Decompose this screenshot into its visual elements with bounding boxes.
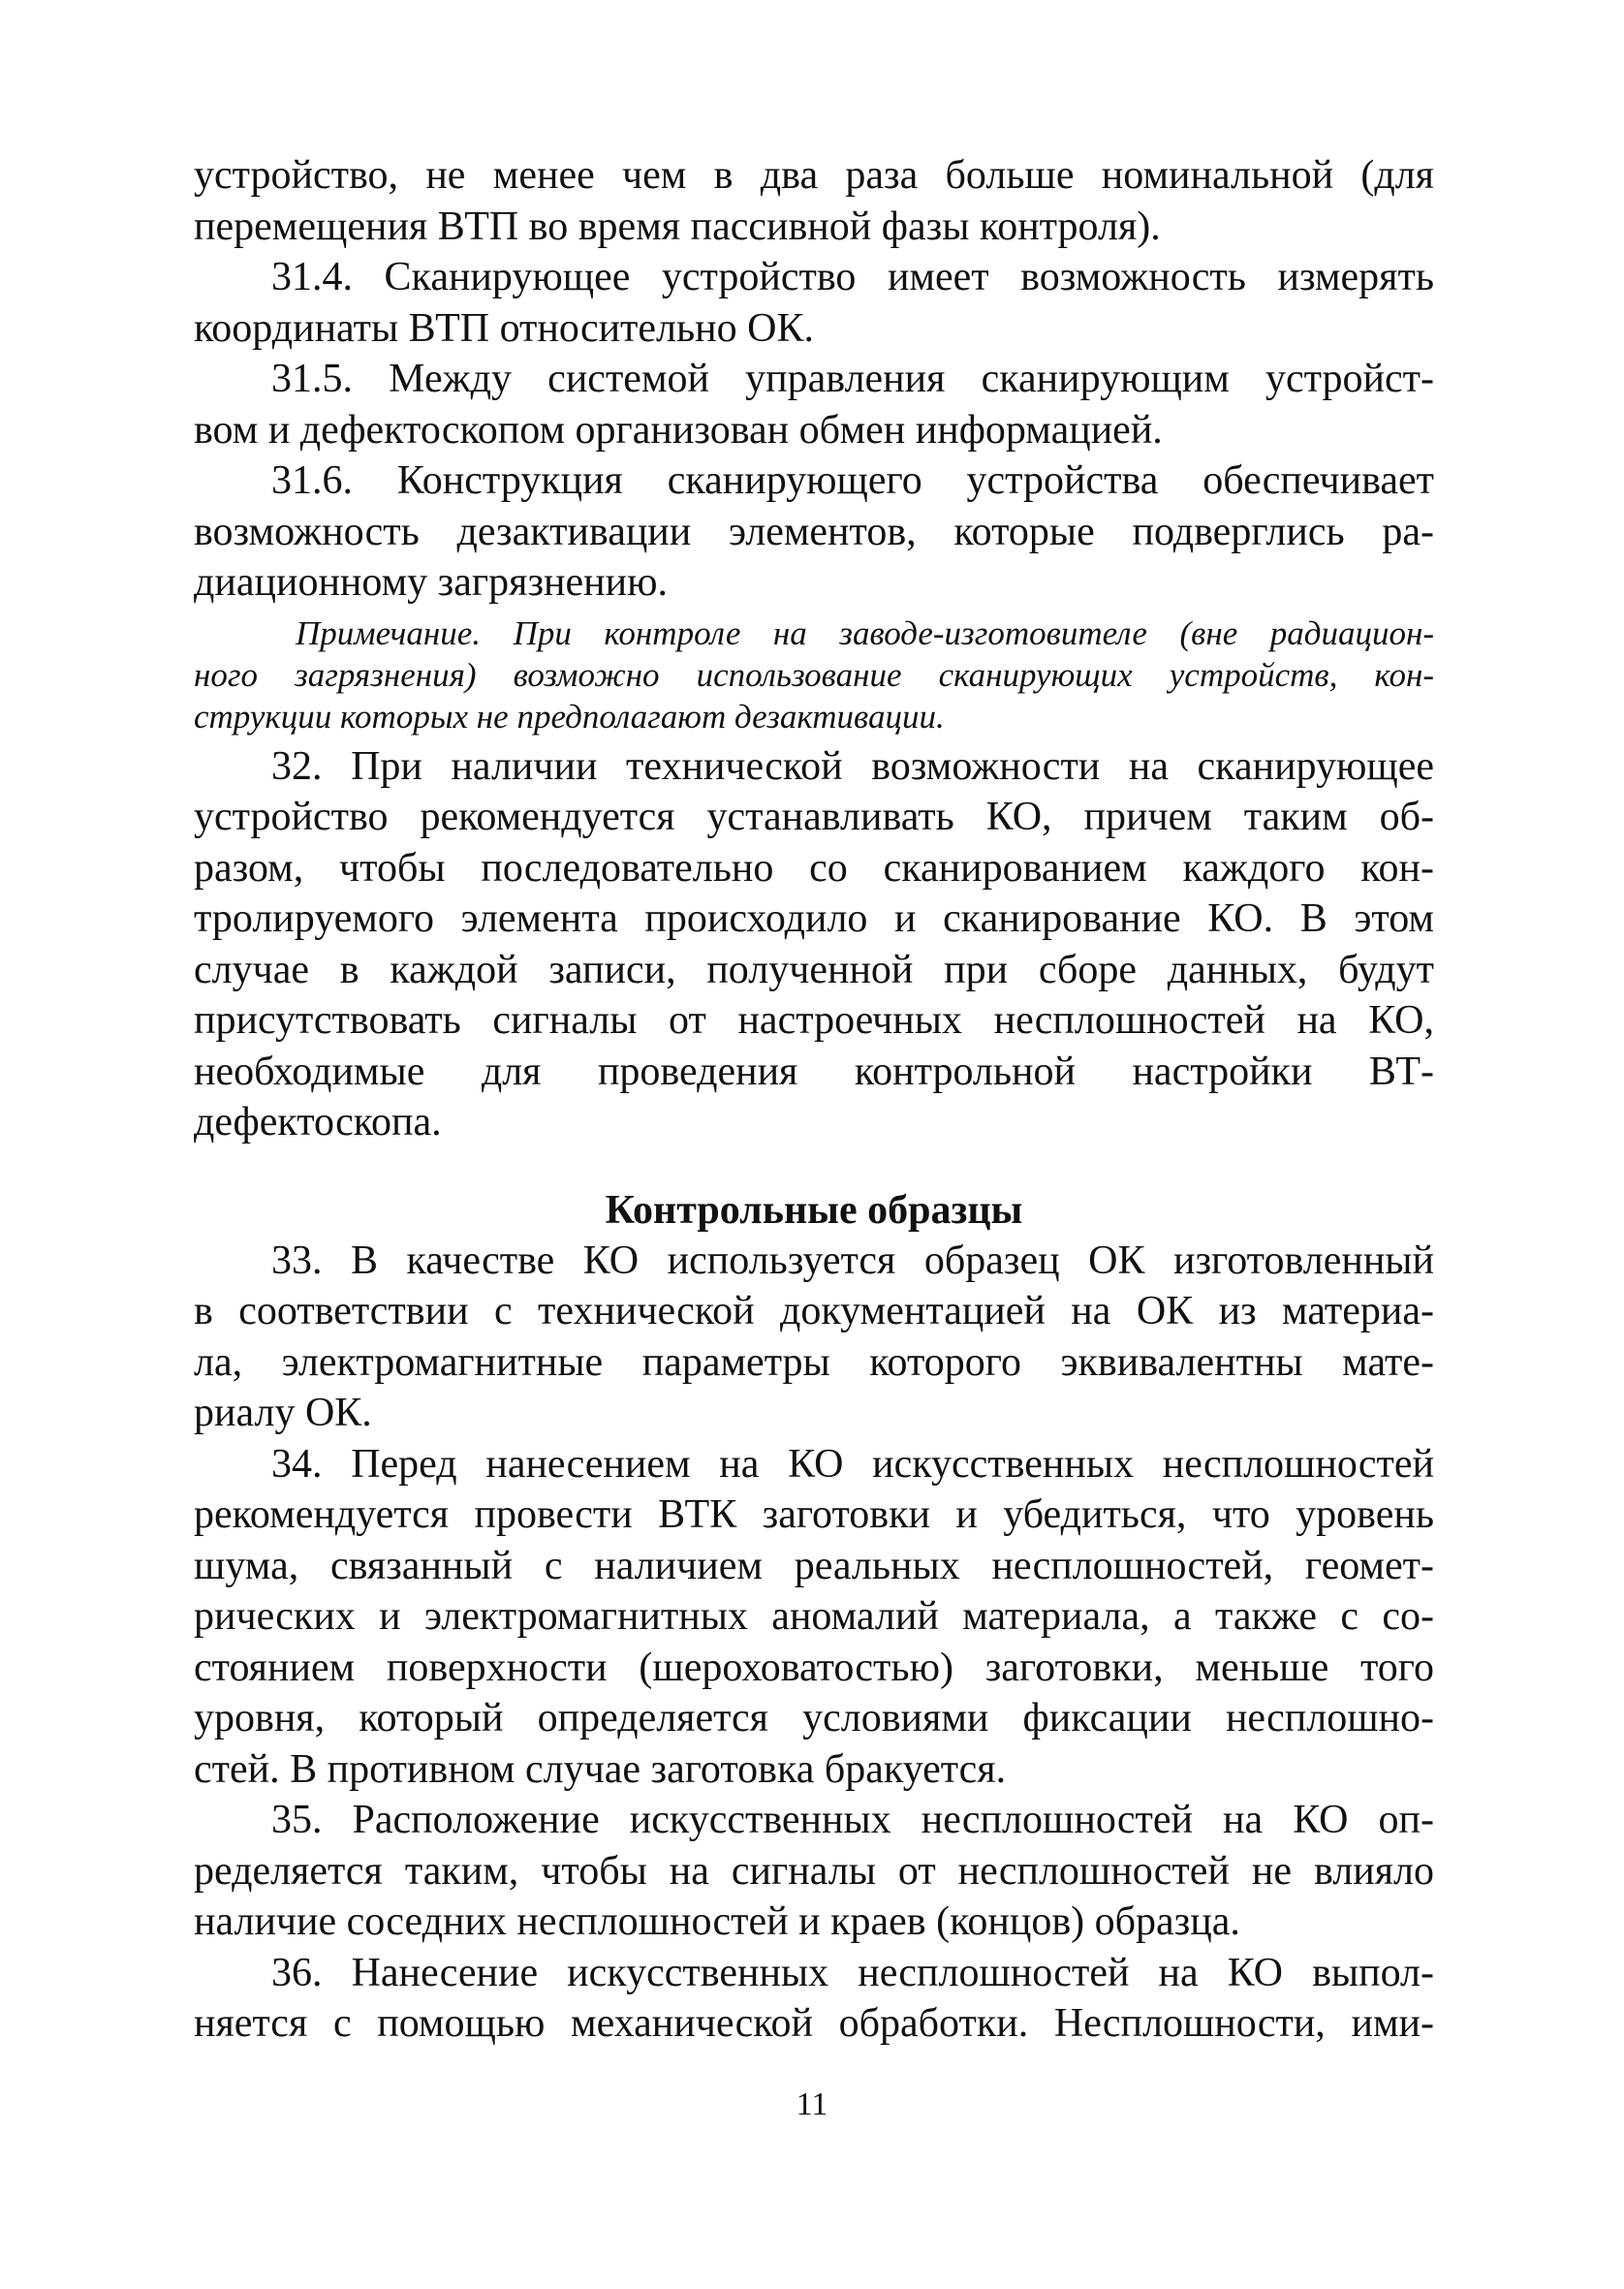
text-line: 31.6. Конструкция сканирующего устройства обеспечивает xyxy=(271,458,1434,503)
text-line: перемещения ВТП во время пассивной фазы контроля). xyxy=(194,204,1161,249)
text-line: 35. Расположение искусственных несплошностей на КО оп- xyxy=(271,1798,1434,1842)
text-line: ла, электромагнитные параметры которого эквивалентны мате- xyxy=(194,1339,1434,1385)
text-line: присутствовать сигналы от настроечных несплошностей на КО, xyxy=(194,998,1434,1043)
paragraph-35 xyxy=(194,1795,1434,1948)
page-number: 11 xyxy=(796,2086,828,2122)
text-line: 34. Перед нанесением на КО искусственных несплошностей xyxy=(271,1441,1434,1487)
note-line: струкции которых не предполагают дезактивации. xyxy=(194,697,945,736)
text-line: диационному загрязнению. xyxy=(194,560,668,605)
text-line: уровня, который определяется условиями фиксации несплошно- xyxy=(194,1696,1434,1740)
text-line: необходимые для проведения контрольной настройки ВТ- xyxy=(194,1049,1434,1094)
paragraph-31-6 xyxy=(194,455,1434,609)
text-line: рических и электромагнитных аномалий материала, а также с со- xyxy=(194,1594,1434,1639)
paragraph-36 xyxy=(194,1948,1434,2050)
text-line: няется с помощью механической обработки. Несплошности, ими- xyxy=(194,2001,1434,2046)
text-line: в соответствии с технической документацией на ОК из материа- xyxy=(194,1289,1434,1333)
text-line: 36. Нанесение искусственных несплошностей на КО выпол- xyxy=(271,1950,1434,1995)
text-line: координаты ВТП относительно ОК. xyxy=(194,305,814,351)
text-line: 31.5. Между системой управления сканирующим устройст- xyxy=(271,357,1434,401)
text-line: устройство, не менее чем в два раза больше номинальной (для xyxy=(194,153,1434,198)
text-line: устройство рекомендуется устанавливать КО, причем таким об- xyxy=(194,795,1434,839)
text-line: случае в каждой записи, полученной при сборе данных, будут xyxy=(194,947,1434,992)
text-line: тролируемого элемента происходило и сканирование КО. В этом xyxy=(194,896,1434,941)
text-line: стоянием поверхности (шероховатостью) заготовки, меньше того xyxy=(194,1645,1434,1690)
paragraph-31-5 xyxy=(194,354,1434,455)
paragraph-continuation xyxy=(194,150,1434,252)
text-line: риалу ОК. xyxy=(194,1391,372,1435)
note-line: ного загрязнения) возможно использование сканирующих устройств, кон- xyxy=(194,655,1434,694)
text-line: возможность дезактивации элементов, которые подверглись ра- xyxy=(194,509,1434,554)
text-line: 31.4. Сканирующее устройство имеет возможность измерять xyxy=(271,255,1434,299)
paragraph-32 xyxy=(194,741,1434,1148)
text-line: дефектоскопа. xyxy=(194,1100,442,1144)
text-line: 32. При наличии технической возможности на сканирующее xyxy=(271,743,1434,789)
text-line: стей. В противном случае заготовка бракуется. xyxy=(194,1746,1007,1792)
text-line: шума, связанный с наличием реальных несплошностей, геомет- xyxy=(194,1543,1434,1588)
text-line: вом и дефектоскопом организован обмен информацией. xyxy=(194,407,1163,453)
note xyxy=(194,612,1434,737)
text-line: рекомендуется провести ВТК заготовки и убедиться, что уровень xyxy=(194,1492,1434,1537)
paragraph-31-4 xyxy=(194,252,1434,354)
paragraph-33 xyxy=(194,1236,1434,1439)
text-line: разом, чтобы последовательно со сканированием каждого кон- xyxy=(194,845,1434,891)
section-heading: Контрольные образцы xyxy=(605,1187,1023,1233)
paragraph-34 xyxy=(194,1439,1434,1796)
note-line: Примечание. При контроле на заводе-изготовителе (вне радиацион- xyxy=(296,613,1434,652)
text-line: ределяется таким, чтобы на сигналы от несплошностей не влияло xyxy=(194,1848,1434,1894)
document-page xyxy=(194,150,1434,2050)
text-line: наличие соседних несплошностей и краев (концов) образца. xyxy=(194,1899,1240,1944)
text-line: 33. В качестве КО используется образец ОК изготовленный xyxy=(271,1238,1434,1283)
